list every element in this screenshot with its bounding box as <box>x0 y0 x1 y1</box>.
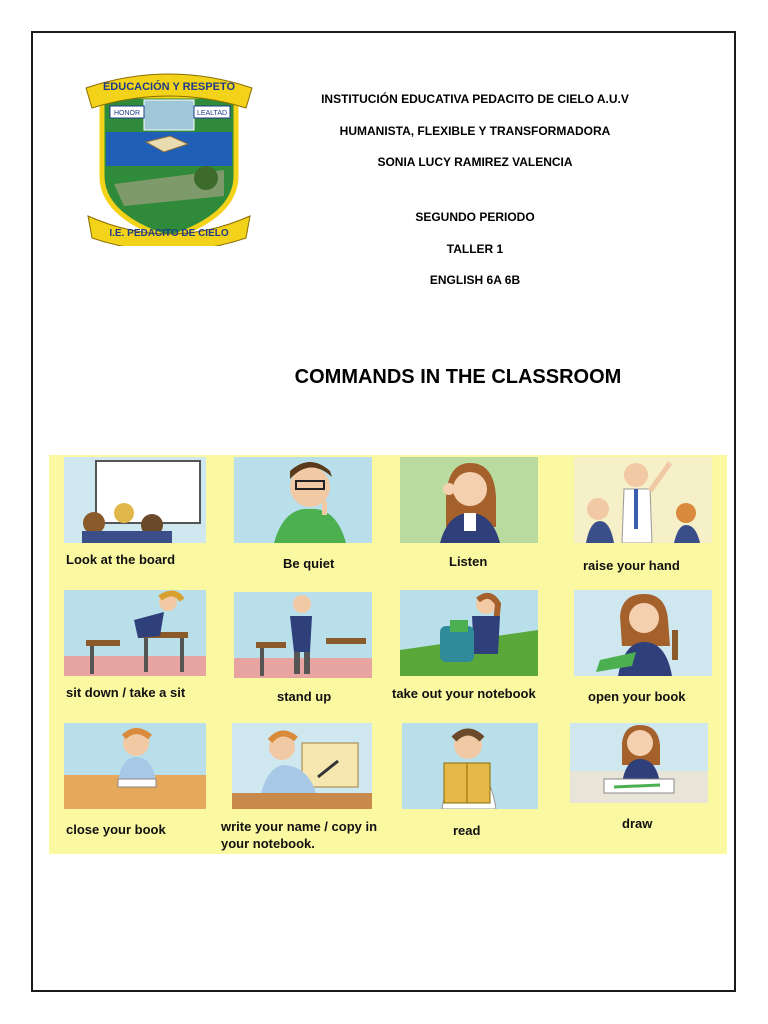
write-name-illustration <box>232 723 372 809</box>
command-caption: stand up <box>277 689 332 704</box>
sit-down-illustration <box>64 590 206 676</box>
stand-up-illustration <box>234 592 372 678</box>
command-caption: close your book <box>66 822 166 837</box>
raise-hand-illustration <box>574 457 712 543</box>
school-name: INSTITUCIÓN EDUCATIVA PEDACITO DE CIELO A.U.V <box>321 92 629 106</box>
draw-illustration <box>570 723 708 803</box>
command-caption: Listen <box>449 554 488 569</box>
command-caption: raise your hand <box>583 558 680 573</box>
take-out-notebook-illustration <box>400 590 538 676</box>
command-caption <box>221 818 377 852</box>
open-book-illustration <box>574 590 712 676</box>
command-caption: draw <box>622 816 653 831</box>
school-crest-logo <box>84 66 254 246</box>
caption-line-2: your notebook. <box>221 836 315 851</box>
command-caption: take out your notebook <box>392 686 536 701</box>
look-at-board-illustration <box>64 457 206 543</box>
command-caption: Be quiet <box>283 556 335 571</box>
listen-illustration <box>400 457 538 543</box>
commands-panel <box>49 455 727 854</box>
teacher-name: SONIA LUCY RAMIREZ VALENCIA <box>377 155 573 169</box>
command-caption: sit down / take a sit <box>66 685 186 700</box>
page-title: COMMANDS IN THE CLASSROOM <box>294 366 622 388</box>
be-quiet-illustration <box>234 457 372 543</box>
course-label: ENGLISH 6A 6B <box>429 273 521 287</box>
workshop-label: TALLER 1 <box>446 242 504 256</box>
svg-text:EDUCACIÓN Y RESPETO: EDUCACIÓN Y RESPETO <box>102 81 236 93</box>
caption-line-1: write your name / copy in <box>221 819 378 834</box>
close-book-illustration <box>64 723 206 809</box>
command-caption: read <box>453 823 481 838</box>
school-motto: HUMANISTA, FLEXIBLE Y TRANSFORMADORA <box>339 124 611 138</box>
command-caption: Look at the board <box>66 552 176 567</box>
svg-text:HONOR: HONOR <box>113 110 141 117</box>
svg-text:I.E. PEDACITO DE CIELO: I.E. PEDACITO DE CIELO <box>109 228 229 239</box>
command-caption: open your book <box>588 689 686 704</box>
period-label: SEGUNDO PERIODO <box>415 210 535 224</box>
svg-text:LEALTAD: LEALTAD <box>196 110 228 117</box>
read-illustration <box>402 723 538 809</box>
